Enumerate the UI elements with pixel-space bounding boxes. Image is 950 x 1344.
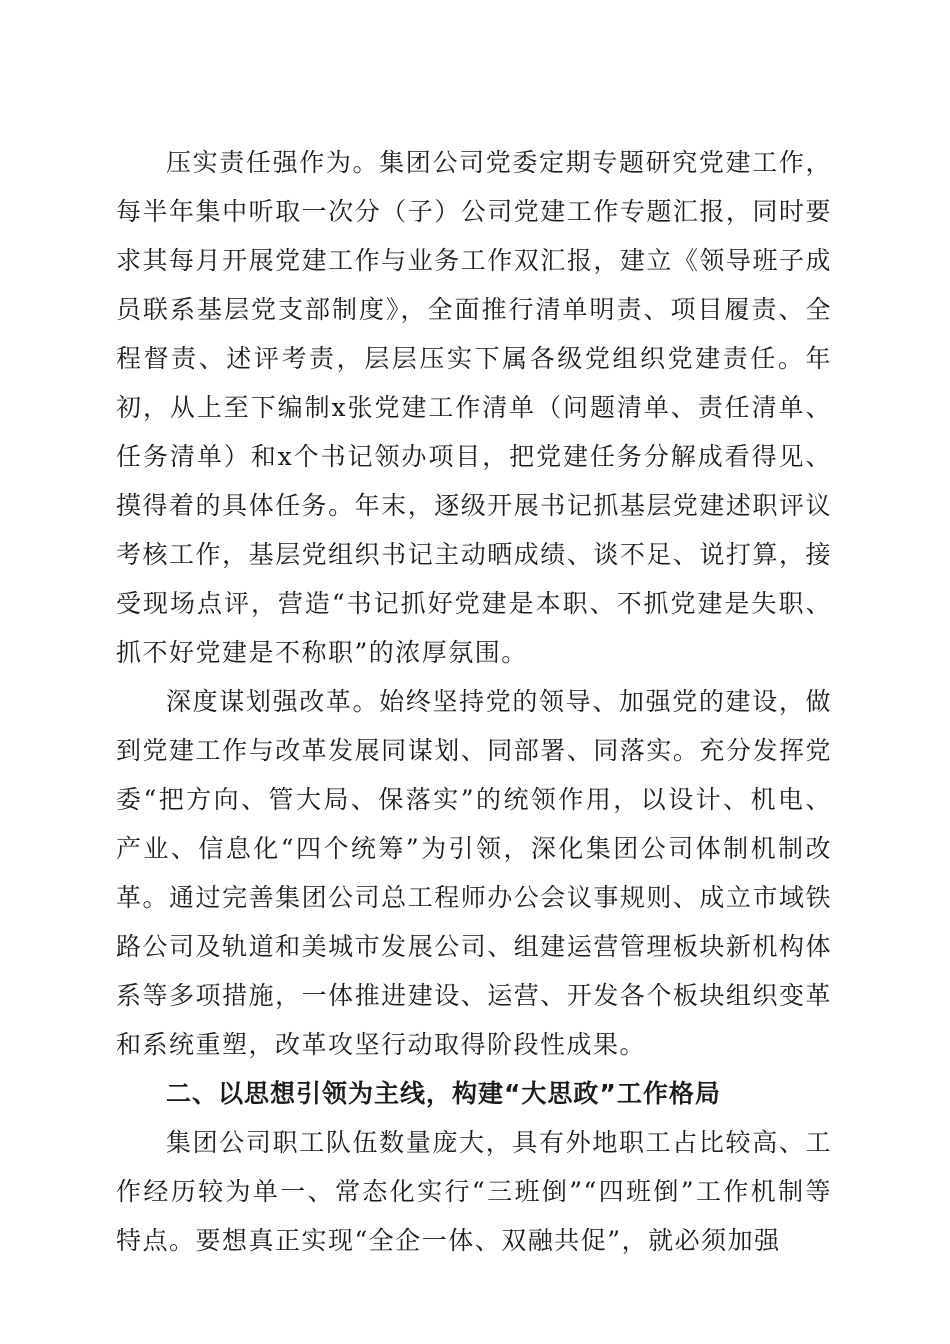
paragraph-workforce: 集团公司职工队伍数量庞大，具有外地职工占比较高、工作经历较为单一、常态化实行“三班倒”“四班倒”工作机制等特点。要想真正实现“全企一体、双融共促”，就必须加强 (116, 1128, 832, 1255)
paragraph-responsibility: 压实责任强作为。集团公司党委定期专题研究党建工作，每半年集中听取一次分（子）公司党建工作专题汇报，同时要求其每月开展党建工作与业务工作双汇报，建立《领导班子成员联系基层党支部制度》，全面推行清单明责、项目履责、全程督责、述评考责，层层压实下属各级党组织党建责任。年初，从上至下编制x张党建工作清单（问题清单、责任清单、任务清单）和x个书记领办项目，把党建任务分解成看得见、摸得着的具体任务。年末，逐级开展书记抓基层党建述职评议考核工作，基层党组织书记主动晒成绩、谈不足、说打算，接受现场点评，营造“书记抓好党建是本职、不抓党建是失职、抓不好党建是不称职”的浓厚氛围。 (116, 148, 832, 667)
section-heading-2: 二、以思想引领为主线，构建“大思政”工作格局 (166, 1079, 721, 1108)
document-body (116, 138, 832, 1265)
paragraph-reform: 深度谋划强改革。始终坚持党的领导、加强党的建设，做到党建工作与改革发展同谋划、同部署、同落实。充分发挥党委“把方向、管大局、保落实”的统领作用，以设计、机电、产业、信息化“四个统筹”为引领，深化集团公司体制机制改革。通过完善集团公司总工程师办公会议事规则、成立市域铁路公司及轨道和美城市发展公司、组建运营管理板块新机构体系等多项措施，一体推进建设、运营、开发各个板块组织变革和系统重塑，改革攻坚行动取得阶段性成果。 (116, 687, 832, 1059)
